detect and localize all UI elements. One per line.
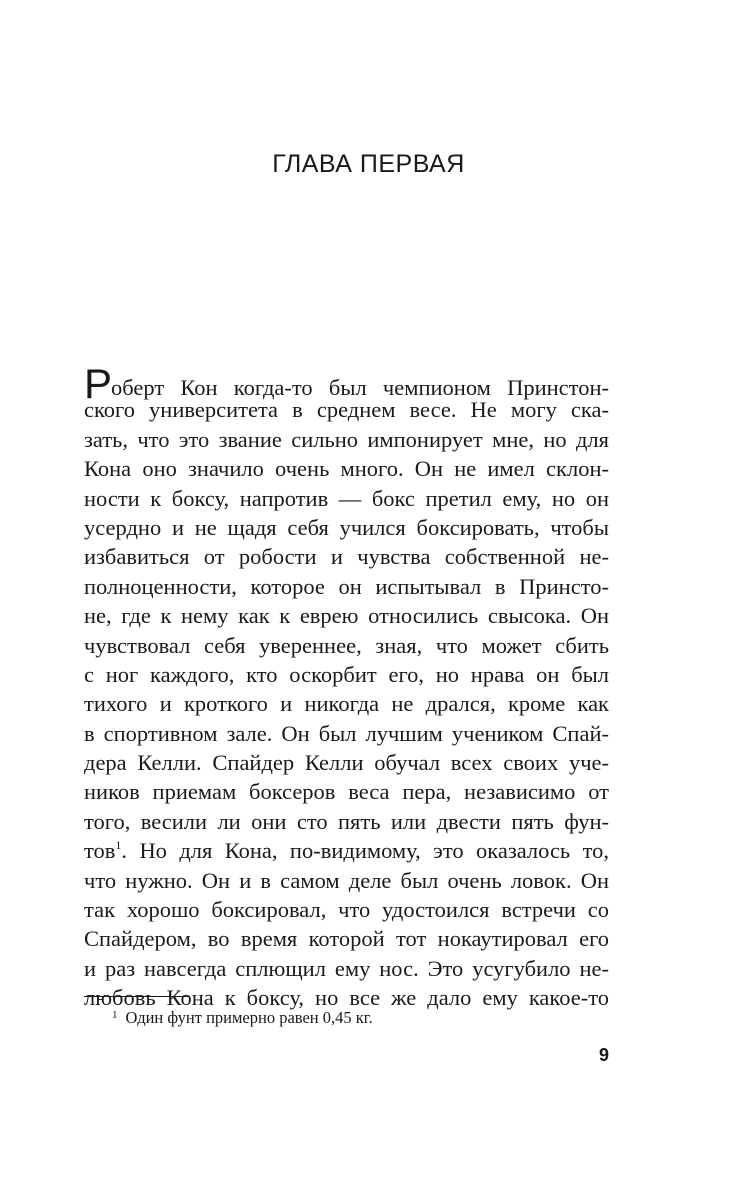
- text-line: тихого и кроткого и никогда не дрался, кроме как: [84, 691, 609, 717]
- footnote: [112, 1004, 373, 1029]
- footnote-divider: [84, 996, 188, 997]
- text-line-rest: оберт Кон когда-то был чемпионом Принстон-: [111, 375, 609, 400]
- chapter-title: ГЛАВА ПЕРВАЯ: [272, 150, 465, 178]
- text-line: что нужно. Он и в самом деле был очень ловок. Он: [84, 867, 609, 893]
- text-line: ников приемам боксеров веса пера, независимо от: [84, 779, 609, 805]
- text-line: избавиться от робости и чувства собственной не-: [84, 544, 609, 570]
- text-line: усердно и не щадя себя учился боксировать, чтобы: [84, 514, 609, 540]
- body-paragraph: [84, 360, 609, 1013]
- text-line: [84, 836, 609, 865]
- footnote-mark: 1: [112, 1009, 118, 1021]
- text-line: дера Келли. Спайдер Келли обучал всех своих уче-: [84, 750, 609, 776]
- text-line: не, где к нему как к еврею относились свысока. Он: [84, 603, 609, 629]
- text-line: [84, 360, 609, 407]
- text-line: зать, что это звание сильно импонирует мне, но для: [84, 426, 609, 452]
- text-line: чувствовал себя увереннее, зная, что может сбить: [84, 632, 609, 658]
- text-line: с ног каждого, кто оскорбит его, но нрава он был: [84, 661, 609, 687]
- drop-cap: Р: [84, 360, 112, 407]
- text-line: Кона оно значило очень много. Он не имел склон-: [84, 456, 609, 482]
- text-line: и раз навсегда сплющил ему нос. Это усугубило не-: [84, 955, 609, 981]
- footnote-reference[interactable]: 1: [115, 838, 122, 853]
- text-line: ского университета в среднем весе. Не могу ска-: [84, 397, 609, 423]
- text-line-start: тов: [84, 838, 116, 864]
- text-line-rest: . Но для Кона, по-видимому, это оказалось то,: [121, 838, 609, 864]
- footnote-text: Один фунт примерно равен 0,45 кг.: [125, 1008, 373, 1027]
- text-line: полноценности, которое он испытывал в Принсто-: [84, 573, 609, 599]
- text-line: любовь Кона к боксу, но все же дало ему какое-то: [84, 985, 609, 1011]
- text-line: в спортивном зале. Он был лучшим учеником Спай-: [84, 720, 609, 746]
- text-line: Спайдером, во время которой тот нокаутировал его: [84, 926, 609, 952]
- page-number: 9: [598, 1045, 609, 1065]
- text-line: ности к боксу, напротив — бокс претил ему, но он: [84, 485, 609, 511]
- text-line: того, весили ли они сто пять или двести пять фун-: [84, 808, 609, 834]
- text-line: так хорошо боксировал, что удостоился встречи со: [84, 897, 609, 923]
